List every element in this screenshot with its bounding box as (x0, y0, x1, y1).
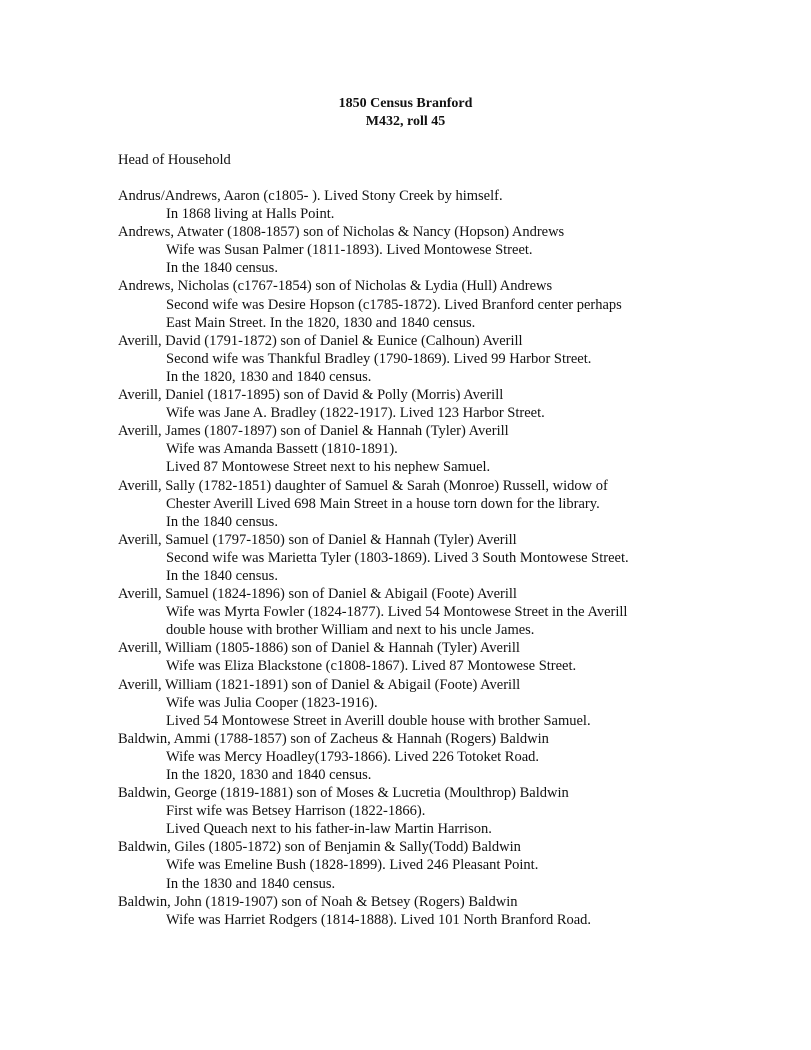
entry-head-line: Averill, Samuel (1797-1850) son of Daniel & Hannah (Tyler) Averill (118, 531, 517, 548)
entry-detail-line: Lived 87 Montowese Street next to his nephew Samuel. (166, 459, 491, 476)
household-entry (118, 676, 778, 730)
entry-detail-line: Wife was Mercy Hoadley(1793-1866). Lived 226 Totoket Road. (166, 748, 540, 765)
household-entry (118, 332, 778, 386)
entry-head-line: Averill, Sally (1782-1851) daughter of Samuel & Sarah (Monroe) Russell, widow of (118, 477, 608, 494)
entry-detail-line: Wife was Amanda Bassett (1810-1891). (166, 441, 398, 458)
entry-head-line: Averill, William (1821-1891) son of Daniel & Abigail (Foote) Averill (118, 676, 521, 693)
entry-head-line: Averill, James (1807-1897) son of Daniel & Hannah (Tyler) Averill (118, 423, 509, 440)
entry-detail-line: Lived 54 Montowese Street in Averill double house with brother Samuel. (166, 712, 591, 729)
entry-detail-line: In 1868 living at Halls Point. (166, 206, 335, 223)
household-entry (118, 730, 778, 784)
entry-detail-line: Wife was Julia Cooper (1823-1916). (166, 694, 378, 711)
entry-detail-line: Wife was Jane A. Bradley (1822-1917). Lived 123 Harbor Street. (166, 405, 545, 422)
entry-detail-line: Wife was Susan Palmer (1811-1893). Lived Montowese Street. (166, 242, 533, 259)
entry-detail-line: Chester Averill Lived 698 Main Street in a house torn down for the library. (166, 495, 600, 512)
entry-detail-line: double house with brother William and next to his uncle James. (166, 622, 535, 639)
entry-detail-line: Lived Queach next to his father-in-law Martin Harrison. (166, 821, 492, 838)
household-entry (118, 223, 778, 277)
entry-detail-line: Second wife was Desire Hopson (c1785-1872). Lived Branford center perhaps (166, 296, 622, 313)
entry-detail-line: First wife was Betsey Harrison (1822-1866). (166, 803, 426, 820)
entry-detail-line: Wife was Myrta Fowler (1824-1877). Lived 54 Montowese Street in the Averill (166, 604, 628, 621)
entry-head-line: Averill, Daniel (1817-1895) son of David & Polly (Morris) Averill (118, 387, 504, 404)
household-entry (118, 531, 778, 585)
entry-head-line: Averill, David (1791-1872) son of Daniel & Eunice (Calhoun) Averill (118, 332, 523, 349)
entry-detail-line: In the 1820, 1830 and 1840 census. (166, 368, 372, 385)
section-label: Head of Household (118, 152, 231, 168)
document-subtitle: M432, roll 45 (365, 114, 446, 129)
document-header (0, 95, 811, 131)
household-entry (118, 277, 778, 331)
entry-detail-line: Wife was Eliza Blackstone (c1808-1867). Lived 87 Montowese Street. (166, 658, 577, 675)
household-entry (118, 477, 778, 531)
entry-detail-line: In the 1830 and 1840 census. (166, 875, 336, 892)
entry-head-line: Andrus/Andrews, Aaron (c1805- ). Lived Stony Creek by himself. (118, 188, 503, 204)
entry-head-line: Baldwin, George (1819-1881) son of Moses & Lucretia (Moulthrop) Baldwin (118, 785, 569, 802)
household-entry (118, 784, 778, 838)
entry-detail-line: In the 1840 census. (166, 567, 278, 584)
entry-detail-line: In the 1840 census. (166, 513, 278, 530)
entry-detail-line: In the 1820, 1830 and 1840 census. (166, 767, 372, 783)
household-entry (118, 893, 778, 929)
entry-detail-line: Wife was Emeline Bush (1828-1899). Lived 246 Pleasant Point. (166, 857, 539, 874)
entry-detail-line: Second wife was Marietta Tyler (1803-1869). Lived 3 South Montowese Street. (166, 549, 629, 566)
household-entry (118, 187, 778, 223)
household-entry (118, 422, 778, 476)
household-entry (118, 585, 778, 639)
household-entry-list (118, 187, 778, 929)
entry-detail-line: In the 1840 census. (166, 260, 278, 277)
household-entry (118, 386, 778, 422)
entry-head-line: Averill, Samuel (1824-1896) son of Daniel & Abigail (Foote) Averill (118, 586, 517, 603)
entry-head-line: Baldwin, John (1819-1907) son of Noah & Betsey (Rogers) Baldwin (118, 893, 518, 910)
entry-head-line: Baldwin, Ammi (1788-1857) son of Zacheus & Hannah (Rogers) Baldwin (118, 730, 549, 747)
entry-detail-line: East Main Street. In the 1820, 1830 and 1840 census. (166, 314, 476, 331)
entry-head-line: Averill, William (1805-1886) son of Daniel & Hannah (Tyler) Averill (118, 640, 520, 657)
household-entry (118, 838, 778, 892)
entry-head-line: Andrews, Atwater (1808-1857) son of Nicholas & Nancy (Hopson) Andrews (118, 224, 565, 241)
document-title: 1850 Census Branford (338, 96, 473, 111)
entry-head-line: Andrews, Nicholas (c1767-1854) son of Nicholas & Lydia (Hull) Andrews (118, 278, 553, 295)
household-entry (118, 639, 778, 675)
entry-head-line: Baldwin, Giles (1805-1872) son of Benjamin & Sally(Todd) Baldwin (118, 839, 521, 856)
entry-detail-line: Wife was Harriet Rodgers (1814-1888). Lived 101 North Branford Road. (166, 911, 592, 928)
entry-detail-line: Second wife was Thankful Bradley (1790-1869). Lived 99 Harbor Street. (166, 350, 592, 367)
